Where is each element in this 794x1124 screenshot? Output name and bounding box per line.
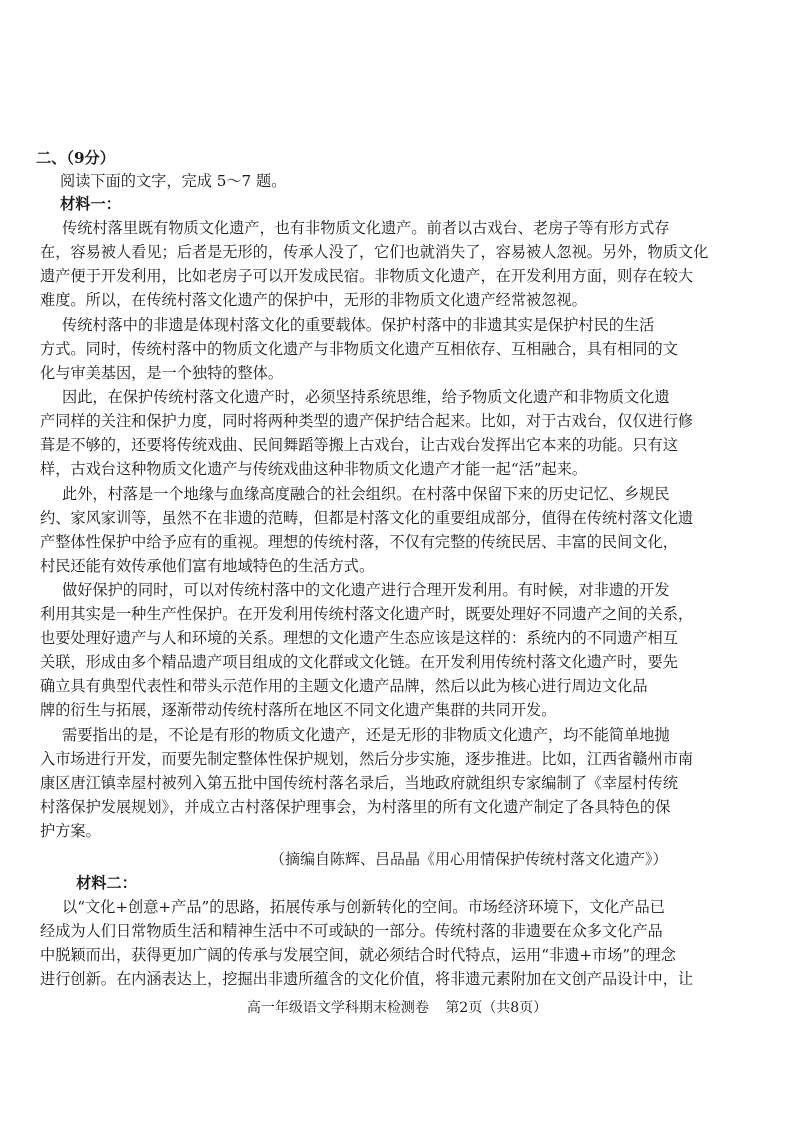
material2-line: 进行创新。在内涵表达上，挖掘出非遗所蕴含的文化价值，将非遗元素附加在文创产品设计中，让 bbox=[40, 970, 694, 988]
material1-line: 做好保护的同时，可以对传统村落中的文化遗产进行合理开发利用。有时候，对非遗的开发 bbox=[62, 581, 670, 599]
material2-line: 中脱颖而出，获得更加广阔的传承与发展空间，就必须结合时代特点，运用“非遗+市场”的理念 bbox=[40, 946, 676, 964]
material1-line: 产同样的关注和保护力度，同时将两种类型的遗产保护结合起来。比如，对于古戏台，仅仅进行修 bbox=[40, 412, 694, 430]
material2-line: 以“文化+创意+产品”的思路，拓展传承与创新转化的空间。市场经济环境下，文化产品已 bbox=[62, 898, 665, 916]
material1-line: 传统村落中的非遗是体现村落文化的重要载体。保护村落中的非遗其实是保护村民的生活 bbox=[62, 316, 655, 334]
material1-source: （摘编自陈辉、吕品晶《用心用情保护传统村落文化遗产》） bbox=[270, 850, 668, 868]
page-footer bbox=[0, 998, 794, 1018]
material1-line: 康区唐江镇幸屋村被列入第五批中国传统村落名录后，当地政府就组织专家编制了《幸屋村传统 bbox=[40, 774, 678, 792]
footer-page-number: 第2页（共8页） bbox=[445, 1000, 548, 1016]
material1-line: 入市场进行开发，而要先制定整体性保护规划，然后分步实施，逐步推进。比如，江西省赣州市南 bbox=[40, 750, 694, 768]
material1-line: 约、家风家训等，虽然不在非遗的范畴，但都是村落文化的重要组成部分，值得在传统村落文化遗 bbox=[40, 509, 694, 527]
material1-line: 村民还能有效传承他们富有地域特色的生活方式。 bbox=[40, 557, 375, 575]
material2-label: 材料二： bbox=[76, 874, 137, 892]
material1-line: 牌的衍生与拓展，逐渐带动传统村落所在地区不同文化遗产集群的共同开发。 bbox=[40, 701, 557, 719]
material1-line: 产整体性保护中给予应有的重视。理想的传统村落，不仅有完整的传统民居、丰富的民间文化， bbox=[40, 533, 678, 551]
section-heading: 二、（9分） bbox=[36, 149, 115, 167]
material1-line: 村落保护发展规划》，并成立古村落保护理事会，为村落里的所有文化遗产制定了各具特色的保 bbox=[40, 798, 671, 816]
material1-line: 护方案。 bbox=[40, 822, 101, 840]
material1-line: 因此，在保护传统村落文化遗产时，必须坚持系统思维，给予物质文化遗产和非物质文化遗 bbox=[62, 388, 670, 406]
material1-line: 方式。同时，传统村落中的物质文化遗产与非物质文化遗产互相依存、互相融合，具有相同的文 bbox=[40, 340, 678, 358]
material1-line: 样，古戏台这种物质文化遗产与传统戏曲这种非物质文化遗产才能一起“活”起来。 bbox=[40, 460, 588, 478]
material1-line: 需要指出的是，不论是有形的物质文化遗产，还是无形的非物质文化遗产，均不能简单地抛 bbox=[62, 726, 670, 744]
material1-line: 此外，村落是一个地缘与血缘高度融合的社会组织。在村落中保留下来的历史记忆、乡规民 bbox=[62, 485, 670, 503]
material1-line: 在，容易被人看见；后者是无形的，传承人没了，它们也就消失了，容易被人忽视。另外，物质文化 bbox=[40, 243, 709, 261]
material2-line: 经成为人们日常物质生活和精神生活中不可或缺的一部分。传统村落的非遗要在众多文化产品 bbox=[40, 922, 663, 940]
material1-line: 确立具有典型代表性和带头示范作用的主题文化遗产品牌，然后以此为核心进行周边文化品 bbox=[40, 677, 648, 695]
material1-line: 也要处理好遗产与人和环境的关系。理想的文化遗产生态应该是这样的：系统内的不同遗产相互 bbox=[40, 629, 678, 647]
material1-line: 葺是不够的，还要将传统戏曲、民间舞蹈等搬上古戏台，让古戏台发挥出它本来的功能。只有这 bbox=[40, 436, 678, 454]
material1-line: 关联，形成由多个精品遗产项目组成的文化群或文化链。在开发利用传统村落文化遗产时，要先 bbox=[40, 653, 678, 671]
material1-line: 难度。所以，在传统村落文化遗产的保护中，无形的非物质文化遗产经常被忽视。 bbox=[40, 291, 587, 309]
material1-label: 材料一： bbox=[60, 195, 121, 213]
material1-line: 传统村落里既有物质文化遗产，也有非物质文化遗产。前者以古戏台、老房子等有形方式存 bbox=[62, 219, 670, 237]
footer-title: 高一年级语文学科期末检测卷 bbox=[246, 1000, 429, 1016]
section-instruction: 阅读下面的文字，完成 5～7 题。 bbox=[60, 172, 287, 190]
material1-line: 化与审美基因，是一个独特的整体。 bbox=[40, 364, 283, 382]
material1-line: 遗产便于开发利用，比如老房子可以开发成民宿。非物质文化遗产，在开发利用方面，则存在较大 bbox=[40, 267, 694, 285]
material1-line: 利用其实是一种生产性保护。在开发利用传统村落文化遗产时，既要处理好不同遗产之间的关系， bbox=[40, 605, 694, 623]
